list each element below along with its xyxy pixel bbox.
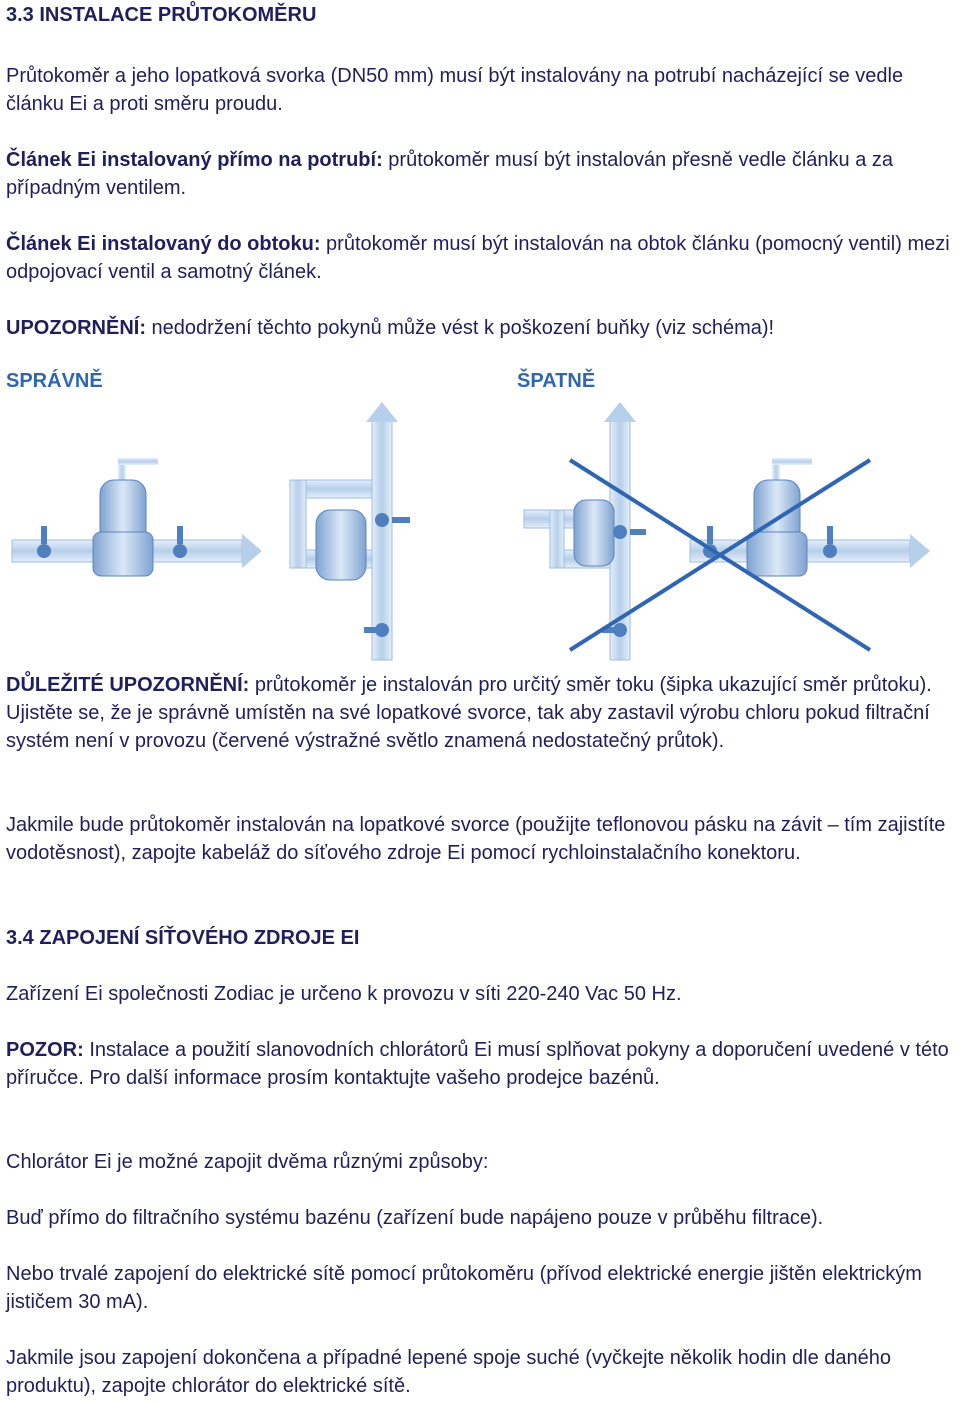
paragraph-important-warning xyxy=(6,671,956,755)
direct-pipeline-scheme xyxy=(12,458,262,576)
caution-label: POZOR: xyxy=(6,1039,84,1061)
paragraph-method-filtration: Buď přímo do filtračního systému bazénu (zařízení bude napájeno pouze v průběhu filtrace). xyxy=(6,1207,824,1229)
direct-installation-label: Článek Ei instalovaný přímo na potrubí: xyxy=(6,149,383,171)
paragraph-direct-installation xyxy=(6,146,956,202)
paragraph-wiring: Jakmile bude průtokoměr instalován na lopatkové svorce (použijte teflonovou pásku na závit – tím zajistíte vodotěsnost), zapojte kabeláž do síťového zdroje Ei pomocí rychloinstalačního konektoru. xyxy=(6,814,946,864)
paragraph-final-step: Jakmile jsou zapojení dokončena a případné lepené spoje suché (vyčkejte několik hodin dle daného produktu), zapojte chlorátor do elektrické sítě. xyxy=(6,1347,892,1397)
paragraph-warning xyxy=(6,314,956,342)
important-warning-label: DŮLEŽITÉ UPOZORNĚNÍ: xyxy=(6,674,250,696)
direct-installation-text: průtokoměr musí být instalován přesně vedle článku a za případným ventilem. xyxy=(6,149,893,199)
section-title-power-connection: 3.4 ZAPOJENÍ SÍŤOVÉHO ZDROJE EI xyxy=(6,927,360,949)
paragraph-caution xyxy=(6,1036,956,1092)
bypass-installation-label: Článek Ei instalovaný do obtoku: xyxy=(6,233,321,255)
important-warning-text: průtokoměr je instalován pro určitý směr toku (šipka ukazující směr průtoku). Ujistěte se, že je správně umístěn na své lopatkové svorce, tak aby zastavil výrobu chloru pokud filtrační systém není v provozu (červené výstražné světlo znamená nedostatečný průtok). xyxy=(6,674,932,752)
warning-label: UPOZORNĚNÍ: xyxy=(6,317,146,339)
caution-text: Instalace a použití slanovodních chlorátorů Ei musí splňovat pokyny a doporučení uvedené v této příručce. Pro další informace prosím kontaktujte vašeho prodejce bazénů. xyxy=(6,1039,949,1089)
section-title-flowmeter-installation: 3.3 INSTALACE PRŮTOKOMĚRU xyxy=(6,4,317,26)
paragraph-flowmeter-intro: Průtokoměr a jeho lopatková svorka (DN50 mm) musí být instalovány na potrubí nacházející se vedle článku Ei a proti směru proudu. xyxy=(6,65,904,115)
label-correct: SPRÁVNĚ xyxy=(6,370,103,392)
bypass-installation-text: průtokoměr musí být instalován na obtok článku (pomocný ventil) mezi odpojovací ventil a samotný článek. xyxy=(6,233,950,283)
warning-text: nedodržení těchto pokynů může vést k poškození buňky (viz schéma)! xyxy=(146,317,775,339)
diagram-wrong-installation xyxy=(510,400,940,665)
diagram-correct-installation xyxy=(0,400,500,665)
bypass-scheme xyxy=(290,402,410,660)
paragraph-bypass-installation xyxy=(6,230,956,286)
paragraph-method-permanent: Nebo trvalé zapojení do elektrické sítě pomocí průtokoměru (přívod elektrické energie jištěn elektrickým jističem 30 mA). xyxy=(6,1263,922,1313)
label-wrong: ŠPATNĚ xyxy=(517,370,596,392)
paragraph-connection-methods: Chlorátor Ei je možné zapojit dvěma různými způsoby: xyxy=(6,1151,489,1173)
paragraph-voltage: Zařízení Ei společnosti Zodiac je určeno k provozu v síti 220-240 Vac 50 Hz. xyxy=(6,983,682,1005)
wrong-bypass-scheme xyxy=(524,402,646,660)
